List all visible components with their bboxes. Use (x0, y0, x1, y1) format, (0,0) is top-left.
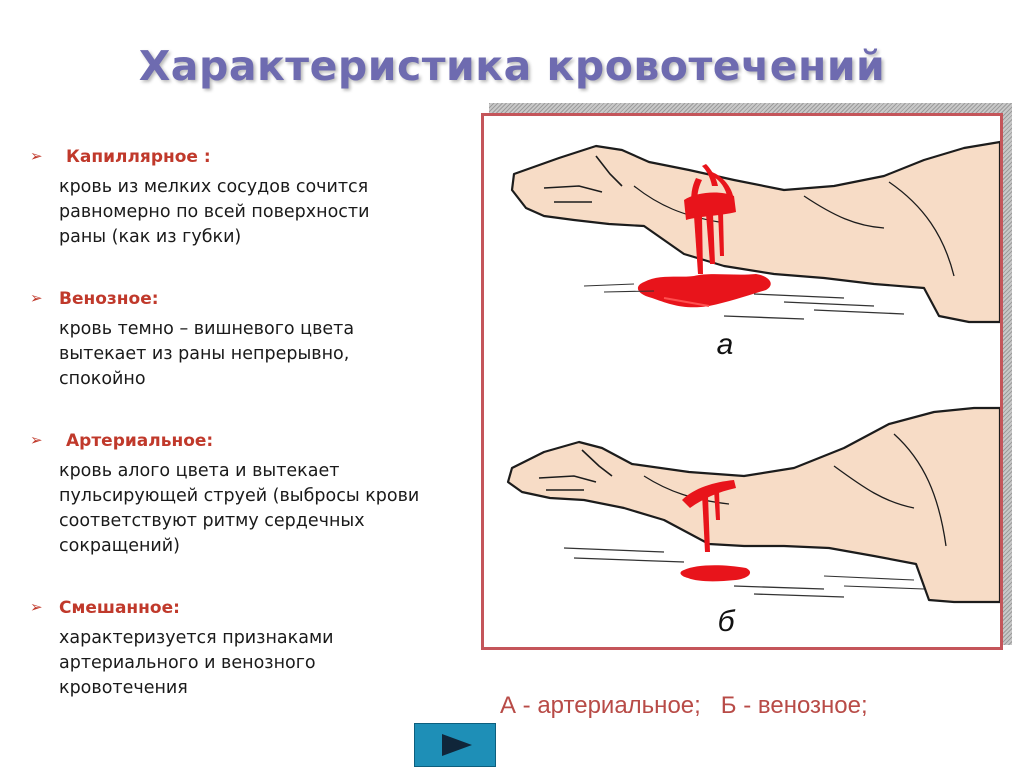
slide-title: Характеристика кровотечений (138, 42, 886, 90)
type-capillary (30, 145, 500, 247)
type-name: Венозное: (59, 289, 159, 309)
type-name: Артериальное: (66, 431, 214, 451)
type-description: кровь темно – вишневого цвета вытекает из раны непрерывно, спокойно (59, 319, 355, 389)
arrow-bullet-icon: ➢ (30, 598, 43, 616)
arrow-bullet-icon: ➢ (30, 147, 43, 165)
type-venous (30, 287, 500, 389)
bleeding-illustration (481, 113, 1003, 650)
play-icon (442, 734, 472, 756)
type-description: характеризуется признаками артериального и венозного кровотечения (59, 628, 334, 698)
arm-illustration-a (512, 142, 1000, 361)
next-slide-button[interactable] (414, 723, 496, 767)
type-name: Капиллярное : (66, 147, 211, 167)
arrow-bullet-icon: ➢ (30, 431, 43, 449)
type-mixed (30, 596, 500, 698)
type-description: кровь из мелких сосудов сочится равномерно по всей поверхности раны (как из губки) (59, 177, 370, 247)
figure-label-b: б (717, 605, 735, 638)
arrow-bullet-icon: ➢ (30, 289, 43, 307)
type-description: кровь алого цвета и вытекает пульсирующей струей (выбросы крови соответствуют ритму сердечных сокращений) (59, 461, 420, 556)
type-arterial (30, 429, 500, 556)
figure-label-a: а (716, 328, 734, 361)
figure-caption: А - артериальное; Б - венозное; (500, 692, 868, 719)
arm-illustration-b (508, 408, 1000, 638)
type-name: Смешанное: (59, 598, 180, 618)
